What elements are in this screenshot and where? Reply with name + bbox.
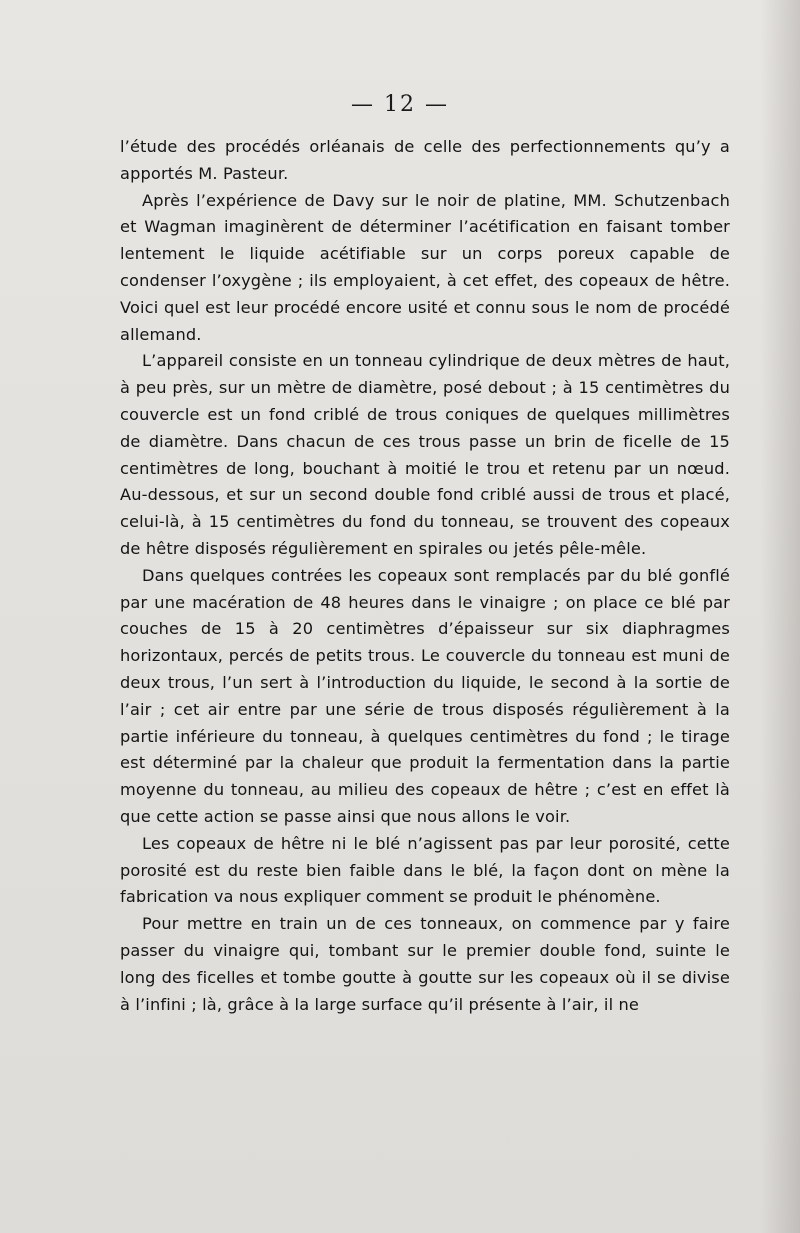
paragraph: L’appareil consiste en un tonneau cylindrique de deux mètres de haut, à peu près, sur un mètre de diamètre, posé debout ; à 15 centimètres du couvercle est un fond criblé de trous coniques de quelques millimètres de diamètre. Dans chacun de ces trous passe un brin de ficelle de 15 centimètres de long, bouchant à moitié le trou et retenu par un nœud. Au-dessous, et sur un second double fond criblé aussi de trous et placé, celui-là, à 15 centimètres du fond du tonneau, se trouvent des copeaux de hêtre disposés régulièrement en spirales ou jetés pêle-mêle.: [120, 351, 730, 558]
page-number: — 12 —: [351, 92, 449, 117]
paragraph: Dans quelques contrées les copeaux sont remplacés par du blé gonflé par une macération de 48 heures dans le vinaigre ; on place ce blé par couches de 15 à 20 centimètres d’épaisseur sur six diaphragmes horizontaux, percés de petits trous. Le couvercle du tonneau est muni de deux trous, l’un sert à l’introduction du liquide, le second à la sortie de l’air ; cet air entre par une série de trous disposés régulièrement à la partie inférieure du tonneau, à quelques centimètres du fond ; le tirage est déterminé par la chaleur que produit la fermentation dans la partie moyenne du tonneau, au milieu des copeaux de hêtre ; c’est en effet là que cette action se passe ainsi que nous allons le voir.: [120, 565, 730, 826]
paragraph: Les copeaux de hêtre ni le blé n’agissent pas par leur porosité, cette porosité est du reste bien faible dans le blé, la façon dont on mène la fabrication va nous expliquer comment se produit le phénomène.: [120, 833, 730, 907]
paragraph: l’étude des procédés orléanais de celle des perfectionnements qu’y a apportés M. Pasteur.: [120, 137, 730, 183]
body-text: [120, 134, 730, 1018]
paragraph: Pour mettre en train un de ces tonneaux, on commence par y faire passer du vinaigre qui, tombant sur le premier double fond, suinte le long des ficelles et tombe goutte à goutte sur les copeaux où il se divise à l’infini ; là, grâce à la large surface qu’il présente à l’air, il ne: [120, 914, 730, 1014]
paragraph: Après l’expérience de Davy sur le noir de platine, MM. Schutzenbach et Wagman imaginèrent de déterminer l’acétification en faisant tomber lentement le liquide acétifiable sur un corps poreux capable de condenser l’oxygène ; ils employaient, à cet effet, des copeaux de hêtre. Voici quel est leur procédé encore usité et connu sous le nom de procédé allemand.: [120, 190, 730, 344]
